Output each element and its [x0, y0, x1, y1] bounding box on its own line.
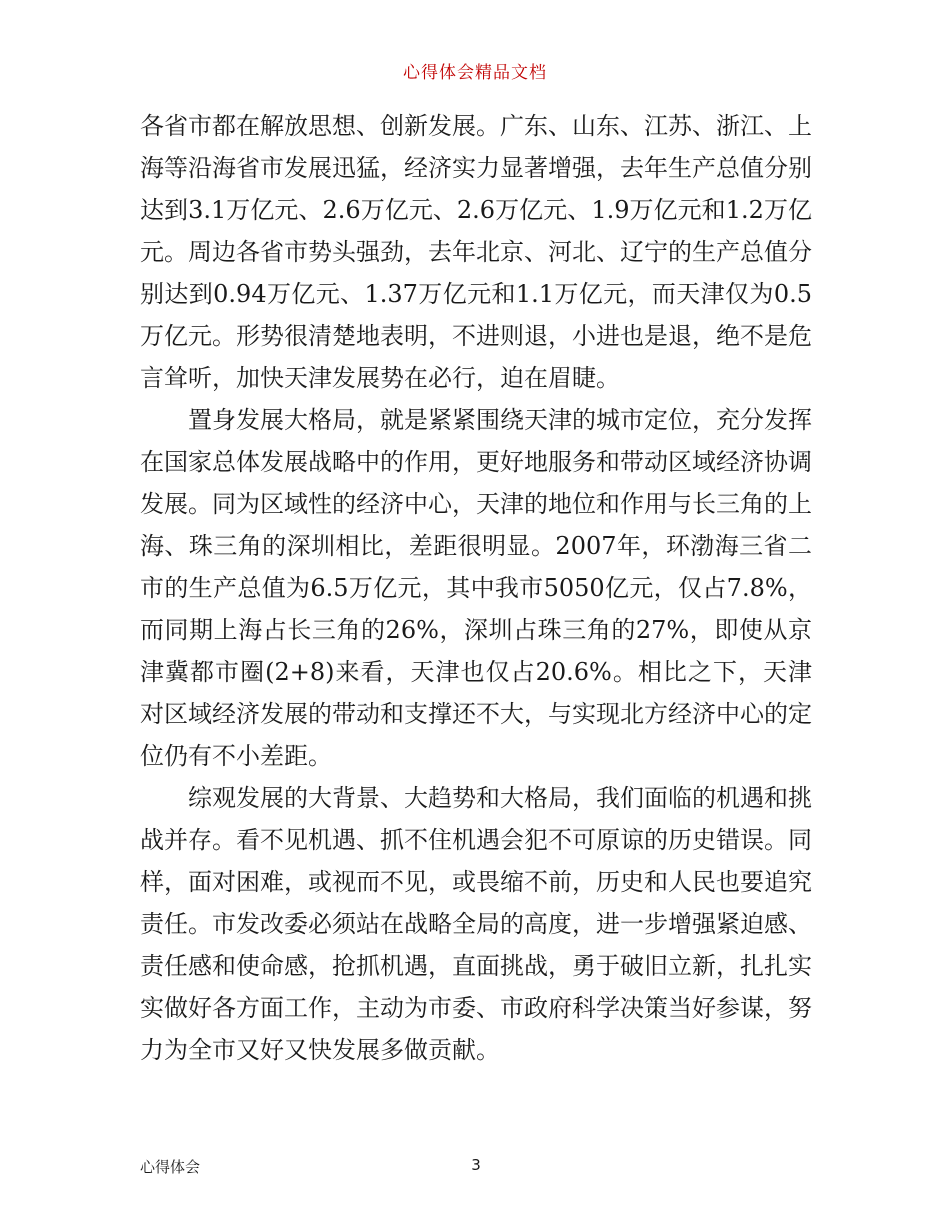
page-number: 3	[471, 1156, 481, 1174]
paragraph-2: 置身发展大格局，就是紧紧围绕天津的城市定位，充分发挥在国家总体发展战略中的作用，更好地服务和带动区域经济协调发展。同为区域性的经济中心，天津的地位和作用与长三角的上海、珠三角的深圳相比，差距很明显。2007年，环渤海三省二市的生产总值为6.5万亿元，其中我市5050亿元，仅占7.8%，而同期上海占长三角的26%，深圳占珠三角的27%，即使从京津冀都市圈(2+8)来看，天津也仅占20.6%。相比之下，天津对区域经济发展的带动和支撑还不大，与实现北方经济中心的定位仍有不小差距。	[140, 406, 812, 770]
paragraph-3: 综观发展的大背景、大趋势和大格局，我们面临的机遇和挑战并存。看不见机遇、抓不住机遇会犯不可原谅的历史错误。同样，面对困难，或视而不见，或畏缩不前，历史和人民也要追究责任。市发改委必须站在战略全局的高度，进一步增强紧迫感、责任感和使命感，抢抓机遇，直面挑战，勇于破旧立新，扎扎实实做好各方面工作，主动为市委、市政府科学决策当好参谋，努力为全市又好又快发展多做贡献。	[140, 784, 812, 1064]
paragraph-1: 各省市都在解放思想、创新发展。广东、山东、江苏、浙江、上海等沿海省市发展迅猛，经济实力显著增强，去年生产总值分别达到3.1万亿元、2.6万亿元、2.6万亿元、1.9万亿元和1.2万亿元。周边各省市势头强劲，去年北京、河北、辽宁的生产总值分别达到0.94万亿元、1.37万亿元和1.1万亿元，而天津仅为0.5万亿元。形势很清楚地表明，不进则退，小进也是退，绝不是危言耸听，加快天津发展势在必行，迫在眉睫。	[140, 112, 812, 392]
footer-label: 心得体会	[140, 1158, 201, 1176]
document-body	[140, 105, 812, 1071]
page-header: 心得体会精品文档	[403, 63, 547, 83]
page-footer	[140, 1156, 812, 1180]
